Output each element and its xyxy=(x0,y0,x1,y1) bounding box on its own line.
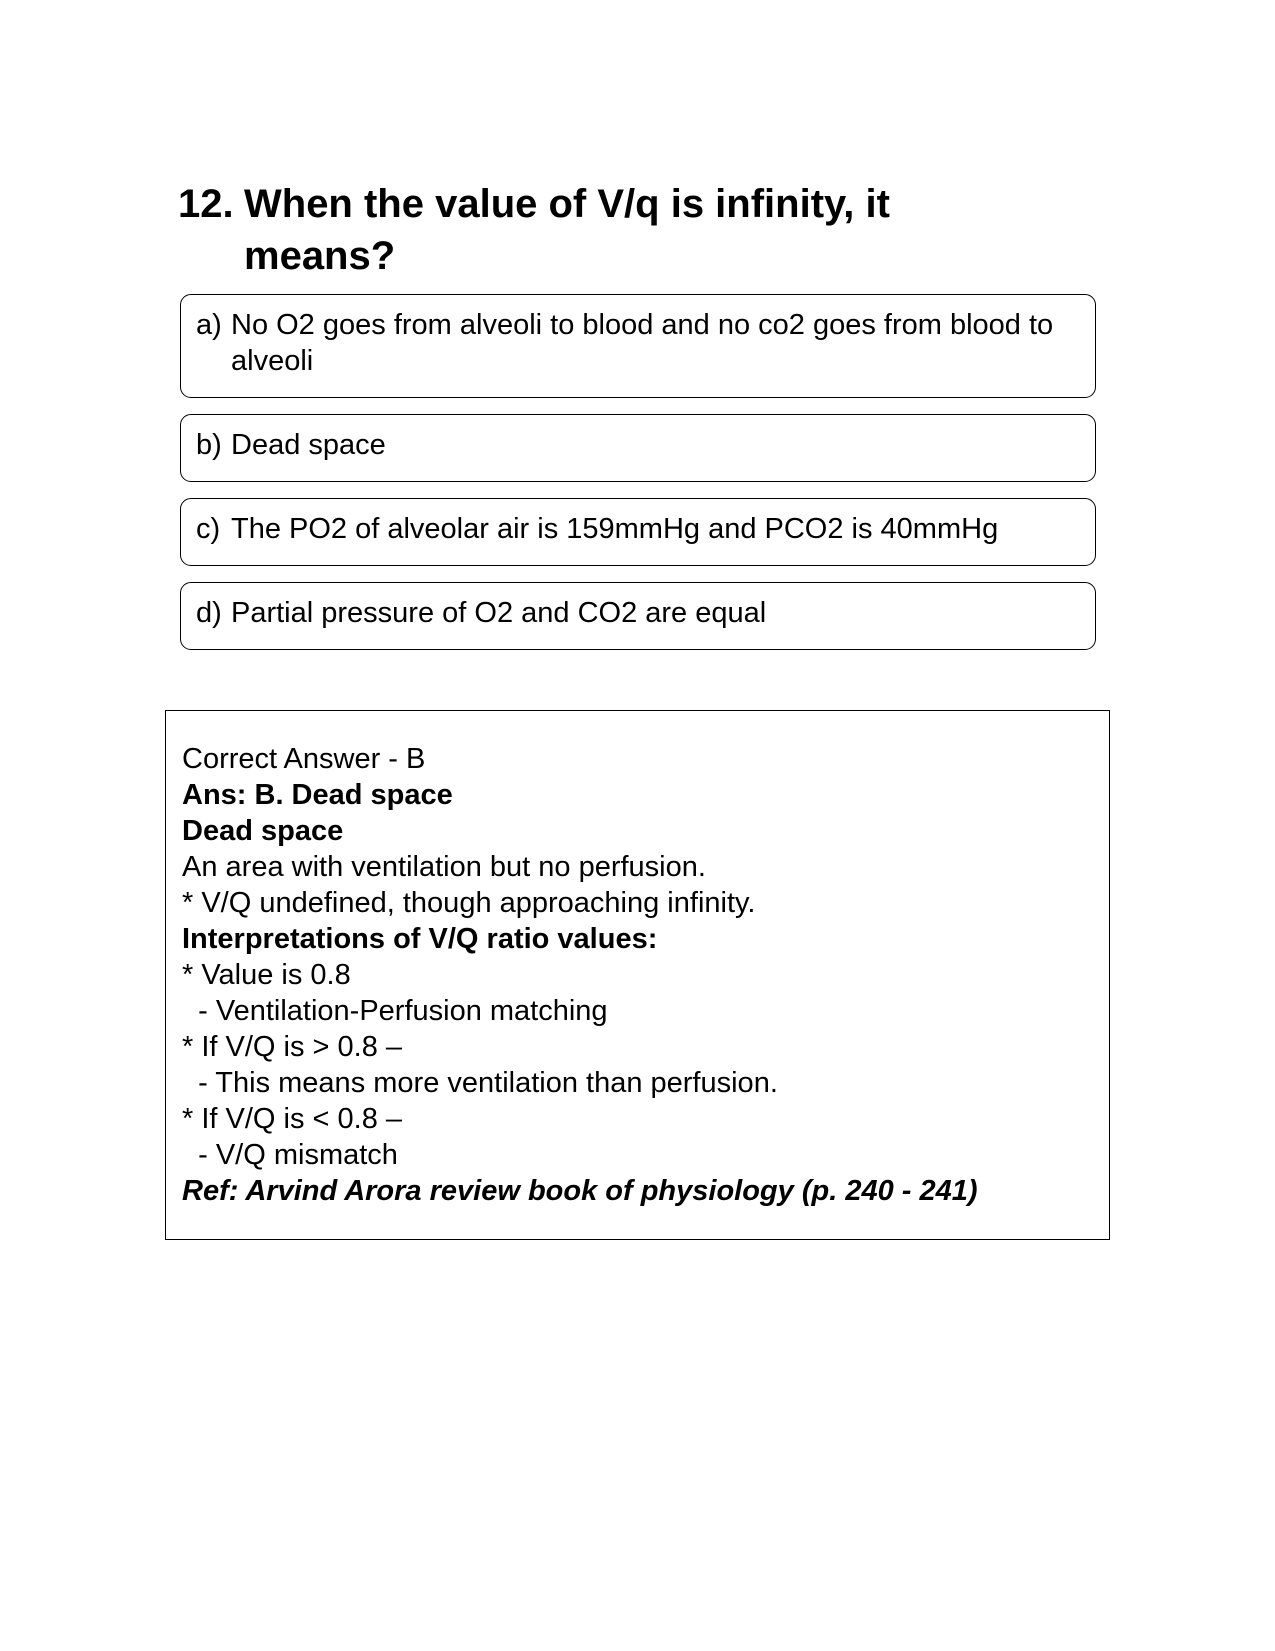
answer-explanation-box xyxy=(165,710,1110,1240)
greater-line: * If V/Q is > 0.8 – xyxy=(182,1031,403,1063)
option-text: Partial pressure of O2 and CO2 are equal xyxy=(231,597,767,629)
interpretation-heading: Interpretations of V/Q ratio values: xyxy=(182,923,658,955)
option-text: Dead space xyxy=(231,429,386,461)
greater-detail: - This means more ventilation than perfusion. xyxy=(182,1067,778,1099)
option-letter: c) xyxy=(196,513,221,545)
option-letter: a) xyxy=(196,309,222,341)
option-c[interactable] xyxy=(180,498,1096,566)
topic-heading: Dead space xyxy=(182,815,344,847)
option-a[interactable] xyxy=(180,294,1096,398)
value-line: * Value is 0.8 xyxy=(182,959,351,991)
option-text: The PO2 of alveolar air is 159mmHg and PCO2 is 40mmHg xyxy=(231,513,999,545)
answer-heading: Ans: B. Dead space xyxy=(182,779,453,811)
question-text: When the value of V/q is infinity, it means? xyxy=(244,182,890,278)
option-d[interactable] xyxy=(180,582,1096,650)
question-number: 12. xyxy=(178,182,234,226)
option-letter: b) xyxy=(196,429,222,461)
correct-answer: Correct Answer - B xyxy=(182,743,426,775)
value-detail: - Ventilation-Perfusion matching xyxy=(182,995,608,1027)
option-text: No O2 goes from alveoli to blood and no co2 goes from blood to alveoli xyxy=(231,309,1054,377)
definition-text: An area with ventilation but no perfusion. xyxy=(182,851,706,883)
question-heading xyxy=(178,178,938,282)
less-line: * If V/Q is < 0.8 – xyxy=(182,1103,403,1135)
option-letter: d) xyxy=(196,597,222,629)
less-detail: - V/Q mismatch xyxy=(182,1139,398,1171)
note-text: * V/Q undefined, though approaching infinity. xyxy=(182,887,756,919)
option-b[interactable] xyxy=(180,414,1096,482)
reference-text: Ref: Arvind Arora review book of physiology (p. 240 - 241) xyxy=(182,1175,978,1207)
